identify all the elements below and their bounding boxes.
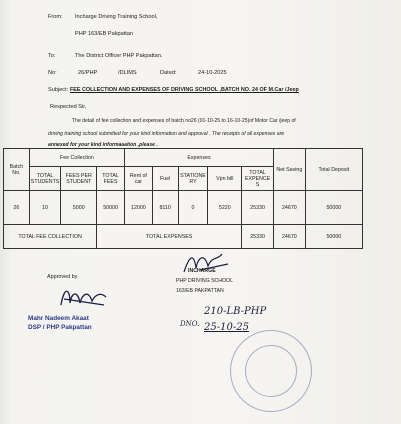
totals-row: [4, 225, 363, 249]
header-net-saving: Net Saving: [274, 149, 306, 191]
body-line2: driving training school submitted for your kind information and approval . The receipts of all expenses are: [48, 131, 285, 137]
cell-fuel: 8110: [152, 191, 178, 225]
dno-label: DNO.: [180, 320, 200, 328]
table-row: [4, 191, 363, 225]
no-label: No:: [48, 70, 57, 76]
dated-value: 24-10-2025: [198, 70, 227, 76]
header-rent-of-car: Rent of car: [124, 167, 152, 191]
from-line2: PHP 163/EB Pakpattan: [75, 31, 134, 37]
to-label: To:: [48, 53, 56, 59]
from-line1: Incharge Driving Training School,: [75, 14, 158, 20]
approved-by-label: Approved by: [47, 274, 78, 280]
no-value: 26/PHP: [78, 70, 98, 76]
cell-students: 10: [29, 191, 61, 225]
cell-fee-per: 5000: [61, 191, 97, 225]
cell-net: 24670: [274, 191, 306, 225]
dno-line1: 210-LB-PHP: [204, 306, 267, 317]
header-fee-collection: Fee Collection: [29, 149, 124, 167]
post-stamp: [230, 330, 312, 412]
total-deposit-value: 50000: [305, 225, 362, 249]
cell-stationery: 0: [178, 191, 208, 225]
dno-line2: 25-10-25: [204, 322, 249, 333]
cell-batch: 26: [4, 191, 30, 225]
subject-label: Subject:: [48, 87, 69, 93]
subject-text: FEE COLLECTION AND EXPENSES OF DRIVING SCHOOL ,BATCH NO. 24 OF M.Car /Jeep: [70, 87, 299, 93]
cell-vpn: 5220: [208, 191, 242, 225]
incharge-line2: PHP DRIVING SCHOOL: [176, 278, 233, 284]
total-net-value: 24670: [274, 225, 306, 249]
header-total-expenses: TOTAL EXPENCE S: [242, 167, 274, 191]
cell-deposit: 50000: [305, 191, 362, 225]
cell-total-exp: 25330: [242, 191, 274, 225]
body-line1: The detail of fee collection and expenses of batch no26 (01-10-25 to 16-10-25)of Motor Car /jeep of: [72, 118, 296, 124]
officer-name: Mahr Nadeem Akaat: [28, 315, 89, 322]
header-fuel: Fuel: [152, 167, 178, 191]
header-total-fees: TOTAL FEES: [97, 167, 125, 191]
body-line3: annexed for your kind informaaation ,please .: [48, 142, 158, 148]
incharge-line1: INCHARGE: [188, 268, 216, 274]
header-stationery: STATIONE RY: [178, 167, 208, 191]
officer-title: DSP / PHP Pakpattan: [28, 324, 92, 331]
cell-total-fees: 50000: [97, 191, 125, 225]
header-total-deposit: Total Deposit: [305, 149, 362, 191]
no-suffix: /DLIMS: [118, 70, 137, 76]
header-total-students: TOTAL STUDENTS: [29, 167, 61, 191]
header-batch-no: Batch No.: [4, 149, 30, 191]
header-fees-per-student: FEES PER STUDENT: [61, 167, 97, 191]
fee-expense-table: [3, 148, 363, 249]
officer-signature: [58, 285, 110, 311]
from-label: From:: [48, 14, 63, 20]
incharge-line3: 163/EB PAKPATTAN: [176, 288, 224, 294]
to-value: The District Officer PHP Pakpattan.: [75, 53, 163, 59]
total-expenses-label: TOTAL EXPENSES: [97, 225, 242, 249]
salutation: Respected Sir,: [50, 104, 87, 110]
dated-label: Dated:: [160, 70, 177, 76]
total-fee-label: TOTAL FEE COLLECTION: [4, 225, 97, 249]
total-expenses-value: 25330: [242, 225, 274, 249]
header-vpn-bill: Vpn bill: [208, 167, 242, 191]
cell-rent: 12000: [124, 191, 152, 225]
header-expenses: Expenses: [124, 149, 273, 167]
